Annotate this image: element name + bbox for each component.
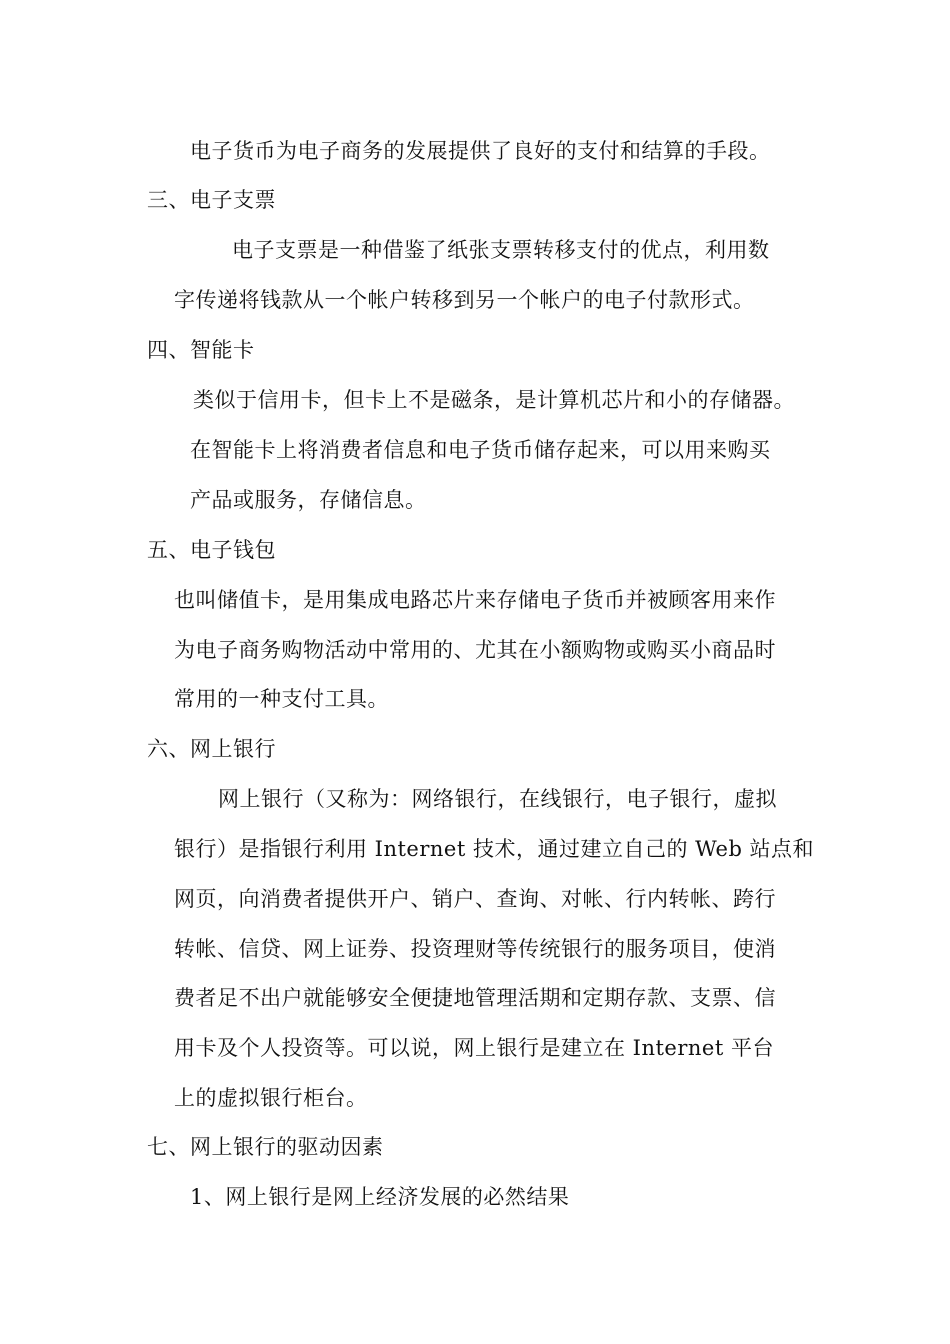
paragraph-line: 费者足不出户就能够安全便捷地管理活期和定期存款、支票、信 xyxy=(174,986,776,1010)
paragraph-line: 网上银行（又称为：网络银行，在线银行，电子银行，虚拟 xyxy=(218,787,777,811)
paragraph-line: 网页，向消费者提供开户、销户、查询、对帐、行内转帐、跨行 xyxy=(174,887,776,911)
paragraph-line: 1、网上银行是网上经济发展的必然结果 xyxy=(190,1185,570,1209)
paragraph-line: 字传递将钱款从一个帐户转移到另一个帐户的电子付款形式。 xyxy=(174,288,755,312)
paragraph-line: 银行）是指银行利用 Internet 技术，通过建立自己的 Web 站点和 xyxy=(174,837,815,861)
paragraph-line: 产品或服务，存储信息。 xyxy=(190,488,427,512)
paragraph-line: 转帐、信贷、网上证券、投资理财等传统银行的服务项目，使消 xyxy=(174,937,776,961)
section-heading-e-check: 三、电子支票 xyxy=(147,188,276,212)
paragraph-line: 常用的一种支付工具。 xyxy=(174,687,389,711)
section-heading-online-banking: 六、网上银行 xyxy=(147,737,276,761)
paragraph-line: 在智能卡上将消费者信息和电子货币储存起来，可以用来购买 xyxy=(190,438,771,462)
paragraph-line: 类似于信用卡，但卡上不是磁条，是计算机芯片和小的存储器。 xyxy=(193,388,795,412)
paragraph-line: 电子支票是一种借鉴了纸张支票转移支付的优点，利用数 xyxy=(232,238,770,262)
paragraph-line: 用卡及个人投资等。可以说，网上银行是建立在 Internet 平台 xyxy=(174,1036,774,1060)
section-heading-drivers: 七、网上银行的驱动因素 xyxy=(147,1135,384,1159)
paragraph-line: 为电子商务购物活动中常用的、尤其在小额购物或购买小商品时 xyxy=(174,638,776,662)
section-heading-smart-card: 四、智能卡 xyxy=(147,338,255,362)
section-heading-e-wallet: 五、电子钱包 xyxy=(147,538,276,562)
intro-paragraph: 电子货币为电子商务的发展提供了良好的支付和结算的手段。 xyxy=(190,139,771,163)
paragraph-line: 也叫储值卡，是用集成电路芯片来存储电子货币并被顾客用来作 xyxy=(174,588,776,612)
paragraph-line: 上的虚拟银行柜台。 xyxy=(174,1086,368,1110)
